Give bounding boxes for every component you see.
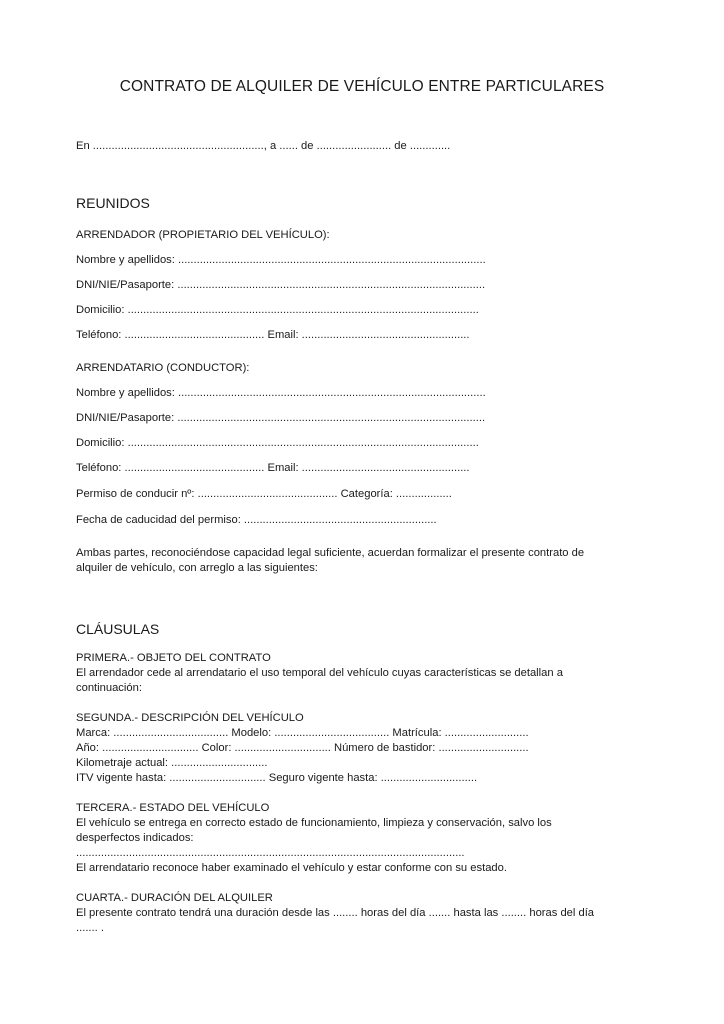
clausula-tercera-line-4: El arrendatario reconoce haber examinado el vehículo y estar conforme con su estado. [76,862,507,874]
document-title: CONTRATO DE ALQUILER DE VEHÍCULO ENTRE PARTICULARES [119,78,605,95]
clausula-cuarta-line-2: ....... . [76,922,104,934]
arrendatario-permiso-field: Permiso de conducir nº: ............................................. Categoría: .................. [76,488,452,500]
clausula-tercera-line-1: El vehículo se entrega en correcto estado de funcionamiento, limpieza y conservación, salvo los [76,817,552,829]
reunidos-heading: REUNIDOS [76,195,150,211]
arrendatario-caducidad-field: Fecha de caducidad del permiso: .............................................................. [76,514,437,526]
clausula-segunda-title: SEGUNDA.- DESCRIPCIÓN DEL VEHÍCULO [76,712,304,724]
clausula-primera-title: PRIMERA.- OBJETO DEL CONTRATO [76,652,271,664]
acuerdo-line-2: alquiler de vehículo, con arreglo a las siguientes: [76,562,318,574]
arrendatario-telefono-email-field: Teléfono: ............................................. Email: ...................................................... [76,462,470,474]
clausula-tercera-line-2: desperfectos indicados: [76,832,194,844]
clausula-cuarta-line-1: El presente contrato tendrá una duración desde las ........ horas del día ....... hasta las ........ horas del día [76,907,595,919]
clausula-segunda-line-2: Año: ............................... Color: ............................... Número de bastidor: ............................. [76,742,529,754]
acuerdo-paragraph [76,546,652,576]
clausula-primera [76,651,652,696]
clausula-tercera [76,801,652,876]
arrendador-label: ARRENDADOR (PROPIETARIO DEL VEHÍCULO): [76,229,330,241]
arrendador-dni-field: DNI/NIE/Pasaporte: ................................................................................................... [76,279,486,291]
arrendatario-domicilio-field: Domicilio: ................................................................................................................. [76,437,479,449]
clausula-cuarta [76,891,652,936]
arrendatario-dni-field: DNI/NIE/Pasaporte: ................................................................................................... [76,412,486,424]
clausula-segunda-line-3: Kilometraje actual: ............................... [76,757,268,769]
clausula-primera-line-2: continuación: [76,682,142,694]
clausula-tercera-line-3: ............................................................................................................................. [76,847,465,859]
clausula-segunda [76,711,652,786]
arrendador-telefono-email-field: Teléfono: ............................................. Email: ...................................................... [76,329,470,341]
clausulas-heading: CLÁUSULAS [76,621,160,637]
clausula-segunda-line-1: Marca: ..................................... Modelo: ..................................... Matrícula: ........................... [76,727,529,739]
arrendatario-label: ARRENDATARIO (CONDUCTOR): [76,362,250,374]
clausula-tercera-title: TERCERA.- ESTADO DEL VEHÍCULO [76,802,270,814]
arrendador-domicilio-field: Domicilio: ................................................................................................................. [76,304,479,316]
acuerdo-line-1: Ambas partes, reconociéndose capacidad legal suficiente, acuerdan formalizar el presente contrato de [76,547,585,559]
clausula-cuarta-title: CUARTA.- DURACIÓN DEL ALQUILER [76,892,273,904]
clausula-segunda-line-4: ITV vigente hasta: ............................... Seguro vigente hasta: ............................... [76,772,478,784]
arrendatario-nombre-field: Nombre y apellidos: ................................................................................................... [76,387,486,399]
arrendador-nombre-field: Nombre y apellidos: ................................................................................................... [76,254,486,266]
clausula-primera-line-1: El arrendador cede al arrendatario el uso temporal del vehículo cuyas características se detallan a [76,667,563,679]
place-date-line: En ......................................................., a ...... de ........................ de ............. [76,140,451,152]
